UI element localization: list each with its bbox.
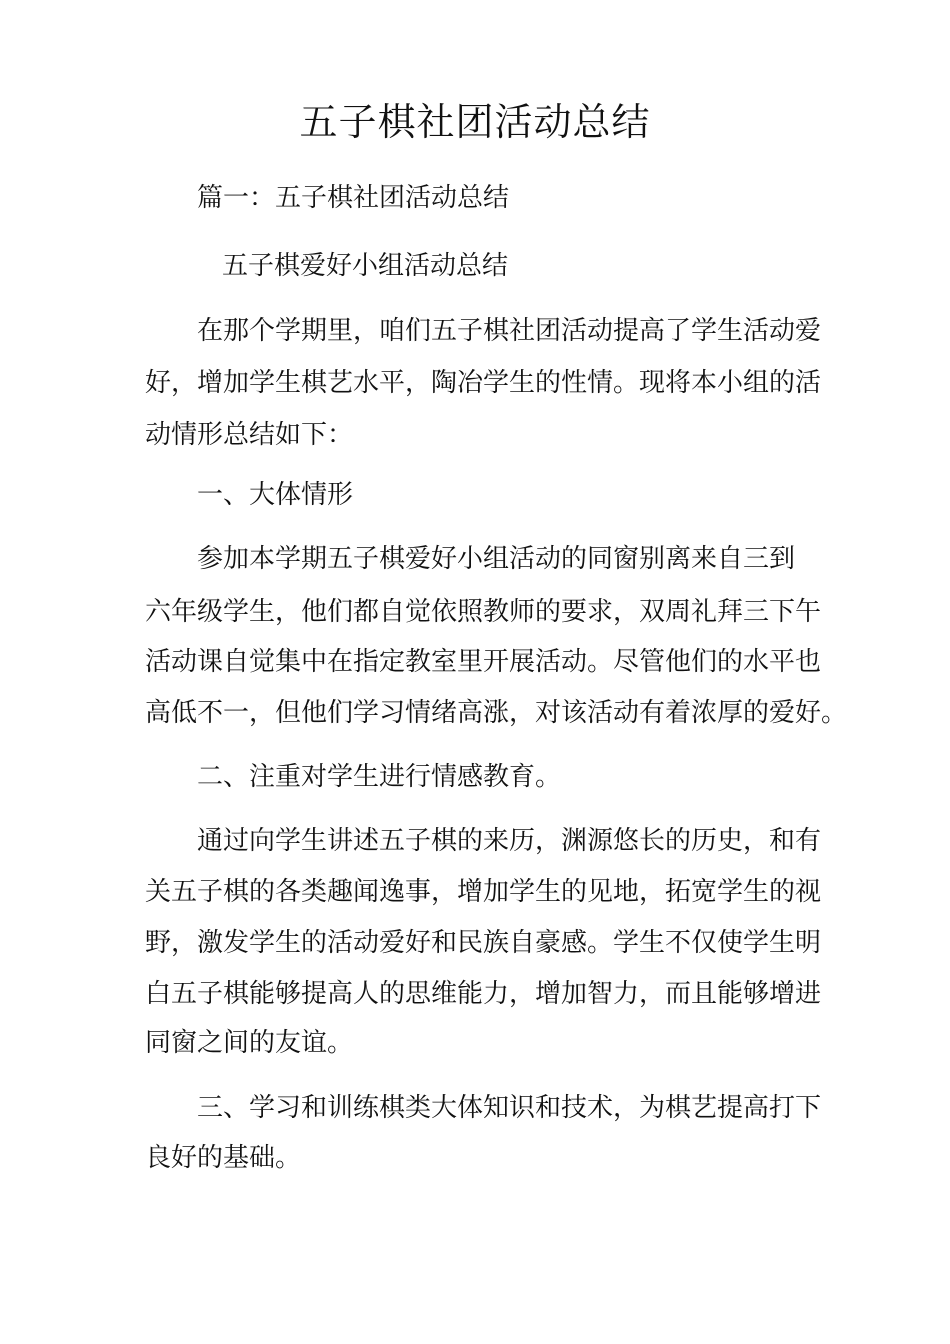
section-item-heading: 三、学习和训练棋类大体知识和技术，为棋艺提高打下 bbox=[197, 1093, 822, 1123]
section-item-heading: 二、注重对学生进行情感教育。 bbox=[197, 762, 562, 792]
paragraph-line: 好，增加学生棋艺水平，陶冶学生的性情。现将本小组的活 bbox=[145, 368, 822, 398]
sub-heading: 五子棋爱好小组活动总结 bbox=[222, 251, 509, 281]
paragraph-line: 在那个学期里，咱们五子棋社团活动提高了学生活动爱 bbox=[197, 316, 822, 346]
paragraph-line: 关五子棋的各类趣闻逸事，增加学生的见地，拓宽学生的视 bbox=[145, 877, 822, 907]
paragraph-line: 良好的基础。 bbox=[145, 1143, 302, 1173]
paragraph-line: 通过向学生讲述五子棋的来历，渊源悠长的历史，和有 bbox=[197, 826, 822, 856]
paragraph-line: 野，激发学生的活动爱好和民族自豪感。学生不仅使学生明 bbox=[145, 928, 822, 958]
document-title: 五子棋社团活动总结 bbox=[299, 100, 651, 144]
paragraph-line: 动情形总结如下： bbox=[145, 420, 354, 450]
paragraph-line: 白五子棋能够提高人的思维能力，增加智力，而且能够增进 bbox=[145, 979, 822, 1009]
section-item-heading: 一、大体情形 bbox=[197, 480, 354, 510]
paragraph-line: 同窗之间的友谊。 bbox=[145, 1028, 354, 1058]
paragraph-line: 高低不一，但他们学习情绪高涨，对该活动有着浓厚的爱好。 bbox=[145, 698, 848, 728]
section-heading: 篇一：五子棋社团活动总结 bbox=[197, 183, 510, 213]
paragraph-line: 六年级学生，他们都自觉依照教师的要求，双周礼拜三下午 bbox=[145, 597, 822, 627]
paragraph-line: 参加本学期五子棋爱好小组活动的同窗别离来自三到 bbox=[197, 544, 796, 574]
paragraph-line: 活动课自觉集中在指定教室里开展活动。尽管他们的水平也 bbox=[145, 647, 822, 677]
